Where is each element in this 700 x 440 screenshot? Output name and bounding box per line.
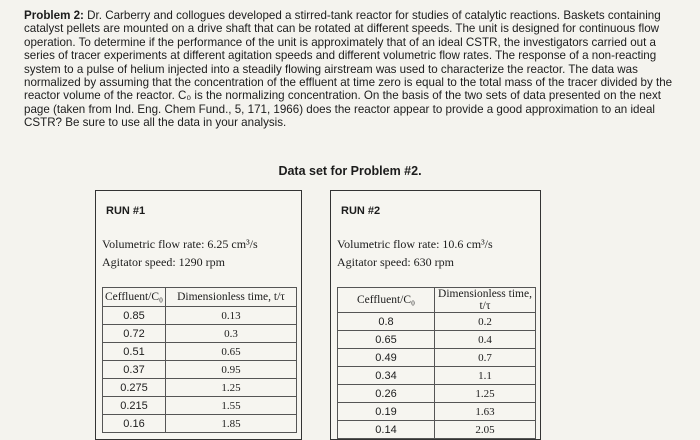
concentration-cell: 0.19 [338,403,435,421]
table-row [103,379,297,397]
time-cell: 0.4 [435,331,536,349]
concentration-cell: 0.72 [103,325,166,343]
column-header: Dimensionless time, t/τ [166,288,297,307]
time-cell: 1.25 [166,379,297,397]
concentration-cell: 0.65 [338,331,435,349]
time-cell: 0.7 [435,349,536,367]
run-title: RUN #2 [341,205,381,217]
column-header: Ceffluent/C₀ [103,288,166,307]
concentration-cell: 0.26 [338,385,435,403]
flow-rate-label: Volumetric flow rate: 6.25 cm³/s [102,237,258,251]
concentration-cell: 0.85 [103,307,166,325]
concentration-cell: 0.8 [338,313,435,331]
concentration-cell: 0.51 [103,343,166,361]
column-header: Dimensionless time, t/τ [435,288,536,313]
table-row [338,385,536,403]
concentration-cell: 0.34 [338,367,435,385]
time-cell: 0.13 [166,307,297,325]
concentration-cell: 0.14 [338,421,435,439]
table-row [103,361,297,379]
problem-text: Dr. Carberry and collogues developed a stirred-tank reactor for studies of catalytic reactions. Baskets containing catalyst pellets are mounted on a drive shaft that can be rotated at different speeds. The unit is designed for continuous flow operation. To determine if the performance of the unit is approximately that of an ideal CSTR, the investigators carried out a series of tracer experiments at different agitation speeds and different volumetric flow rates. The response of a non-reacting system to a pulse of helium injected into a steadily flowing airstream was used to characterize the reactor. The data was normalized by assuming that the concentration of the effluent at time zero is equal to the total mass of the tracer divided by the reactor volume of the reactor. C₀ is the normalizing concentration. On the basis of the two sets of data presented on the next page (taken from Ind. Eng. Chem Fund., 5, 171, 1966) does the reactor appear to provide a good approximation to an ideal CSTR? Be sure to use all the data in your analysis. [24,9,673,130]
table-row [103,415,297,433]
concentration-cell: 0.49 [338,349,435,367]
time-cell: 1.55 [166,397,297,415]
run-conditions [102,235,258,271]
time-cell: 1.1 [435,367,536,385]
run-2-table [337,287,536,439]
run-1-table [102,287,297,433]
table-row [103,325,297,343]
column-header: Ceffluent/C₀ [338,288,435,313]
table-row [338,403,536,421]
time-cell: 0.65 [166,343,297,361]
concentration-cell: 0.275 [103,379,166,397]
table-header-row [338,288,536,313]
concentration-cell: 0.16 [103,415,166,433]
table-row [103,307,297,325]
table-row [103,397,297,415]
problem-statement [24,9,680,130]
agitator-speed-label: Agitator speed: 630 rpm [337,255,454,269]
table-row [103,343,297,361]
table-row [338,421,536,439]
run-2-rows [338,313,536,439]
table-header-row [103,288,297,307]
agitator-speed-label: Agitator speed: 1290 rpm [102,255,225,269]
table-row [338,367,536,385]
flow-rate-label: Volumetric flow rate: 10.6 cm³/s [337,237,493,251]
table-row [338,349,536,367]
time-cell: 0.2 [435,313,536,331]
table-row [338,331,536,349]
problem-label: Problem 2: [24,9,84,22]
data-set-heading: Data set for Problem #2. [278,164,422,178]
run-2-box [330,190,541,440]
run-title: RUN #1 [106,205,146,217]
concentration-cell: 0.215 [103,397,166,415]
run-conditions [337,235,493,271]
time-cell: 0.95 [166,361,297,379]
time-cell: 1.25 [435,385,536,403]
time-cell: 1.63 [435,403,536,421]
run-1-box [95,190,302,440]
time-cell: 2.05 [435,421,536,439]
time-cell: 0.3 [166,325,297,343]
table-row [338,313,536,331]
run-1-rows [103,307,297,433]
concentration-cell: 0.37 [103,361,166,379]
time-cell: 1.85 [166,415,297,433]
